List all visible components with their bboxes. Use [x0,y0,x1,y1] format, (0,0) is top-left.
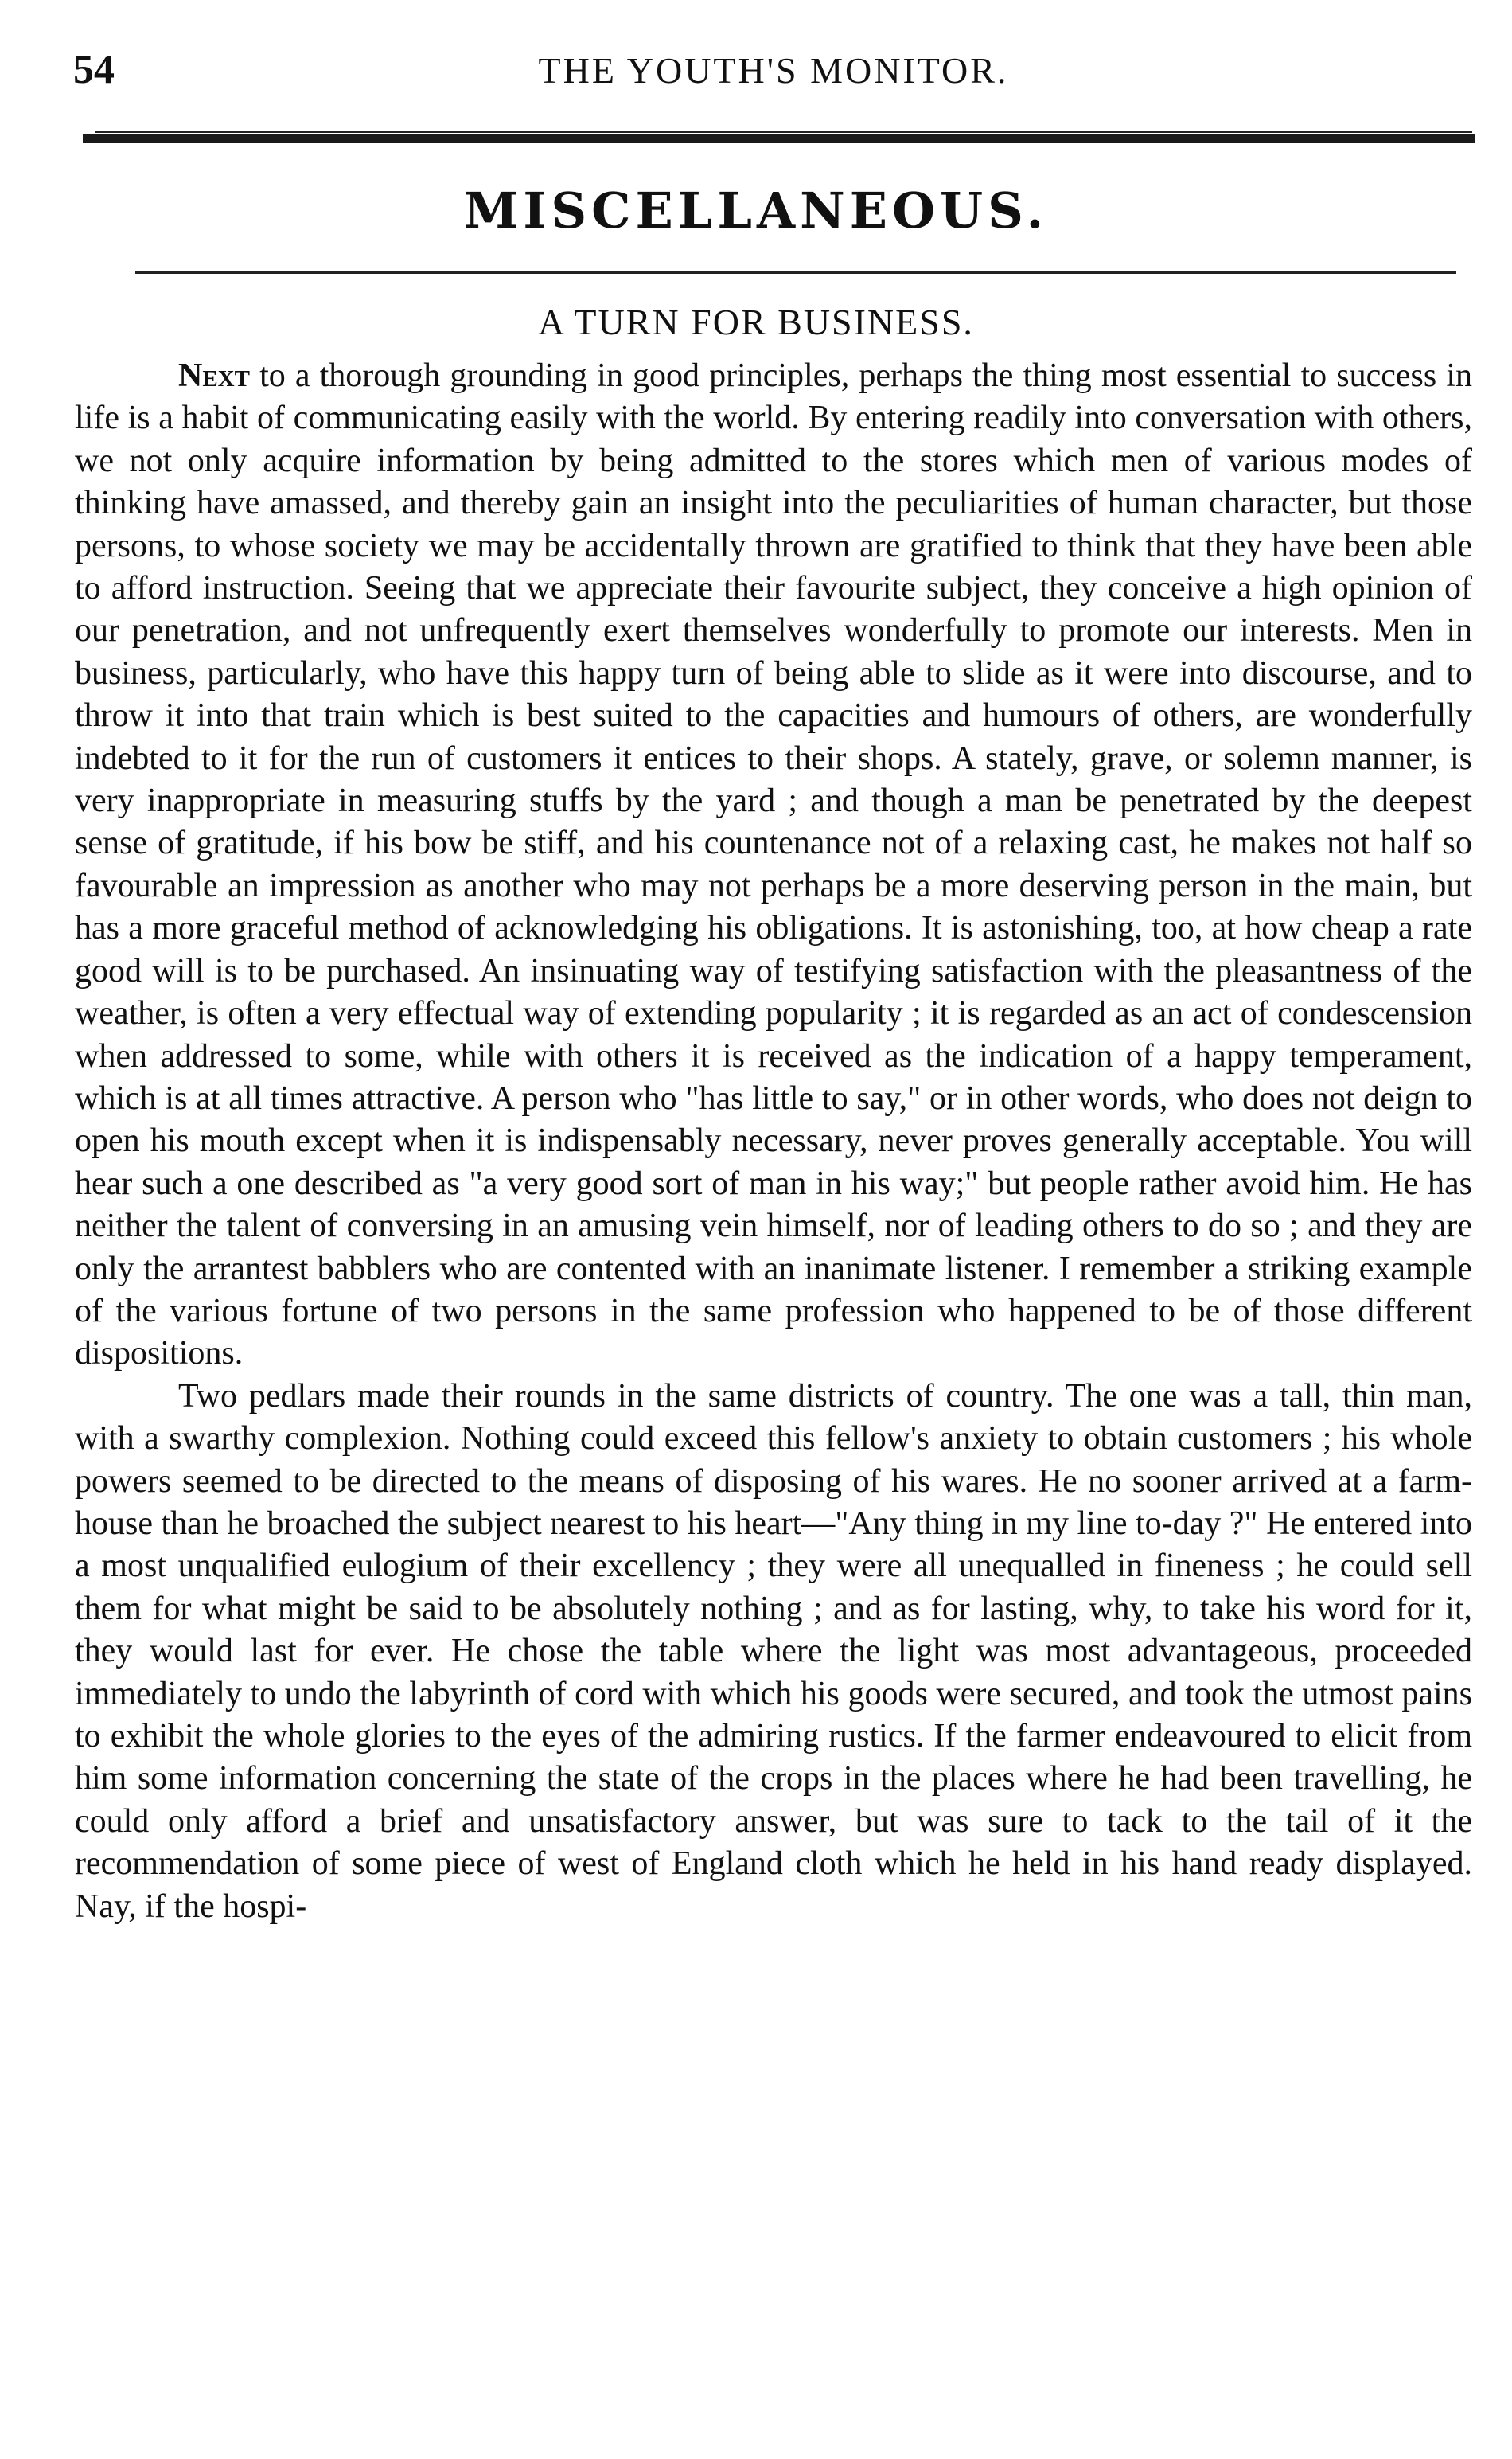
section-rule [135,271,1456,274]
article-body [75,355,1472,1928]
paragraph-text: Two pedlars made their rounds in the same districts of country. The one was a tall, thin man, with a swarthy complexion. Nothing could exceed this fellow's anxiety to obtain customers ; his whole powers seemed to be directed to the means of disposing of his wares. He no sooner arrived at a farm-house than he broached the subject nearest to his heart—"Any thing in my line to-day ?" He entered into a most unqualified eulogium of their excellency ; they were all unequalled in fineness ; he could sell them for what might be said to be absolutely nothing ; and as for lasting, why, to take his word for it, they would last for ever. He chose the table where the light was most advantageous, proceeded immediately to undo the labyrinth of cord with which his goods were secured, and took the utmost pains to exhibit the whole glories to the eyes of the admiring rustics. If the farmer endeavoured to elicit from him some information concerning the state of the crops in the places where he had been travelling, he could only afford a brief and unsatisfactory answer, but was sure to tack to the tail of it the recommendation of some piece of west of England cloth which he held in his hand ready displayed. Nay, if the hospi- [75,1377,1472,1925]
running-title: THE YOUTH'S MONITOR. [538,50,1009,91]
page-header [73,46,1474,110]
paragraph-1 [75,355,1472,1376]
paragraph-2 [75,1376,1472,1928]
paragraph-lead-word: Next [178,357,250,394]
header-rule-thick [83,134,1475,143]
article-title: A TURN FOR BUSINESS. [538,302,974,342]
header-rule-thin [95,131,1472,133]
paragraph-text: to a thorough grounding in good principles, perhaps the thing most essential to success in life is a habit of communicating easily with the world. By entering readily into conversation with others, we not only acquire information by being admitted to the stores which men of various modes of thinking have amassed, and thereby gain an insight into the peculiarities of human character, but those persons, to whose society we may be accidentally thrown are gratified to think that they have been able to afford instruction. Seeing that we appreciate their favourite subject, they conceive a high opinion of our penetration, and not unfrequently exert themselves wonderfully to promote our interests. Men in business, particularly, who have this happy turn of being able to slide as it were into discourse, and to throw it into that train which is best suited to the capacities and humours of others, are wonderfully indebted to it for the run of customers it entices to their shops. A stately, grave, or solemn manner, is very inappropriate in measuring stuffs by the yard ; and though a man be penetrated by the deepest sense of gratitude, if his bow be stiff, and his countenance not of a relaxing cast, he makes not half so favourable an impression as another who may not perhaps be a more deserving person in the main, but has a more graceful method of acknowledging his obligations. It is astonishing, too, at how cheap a rate good will is to be purchased. An insinuating way of testifying satisfaction with the pleasantness of the weather, is often a very effectual way of extending popularity ; it is regarded as an act of condescension when addressed to some, while with others it is received as the indication of a happy temperament, which is at all times attractive. A person who "has little to say," or in other words, who does not deign to open his mouth except when it is indispensably necessary, never proves generally acceptable. You will hear such a one described as "a very good sort of man in his way;" but people rather avoid him. He has neither the talent of conversing in an amusing vein himself, nor of leading others to do so ; and they are only the arrantest babblers who are contented with an inanimate listener. I remember a striking example of the various fortune of two persons in the same profession who happened to be of those different dispositions. [75,357,1472,1372]
page-number: 54 [73,47,115,92]
section-heading: MISCELLANEOUS. [463,181,1049,240]
